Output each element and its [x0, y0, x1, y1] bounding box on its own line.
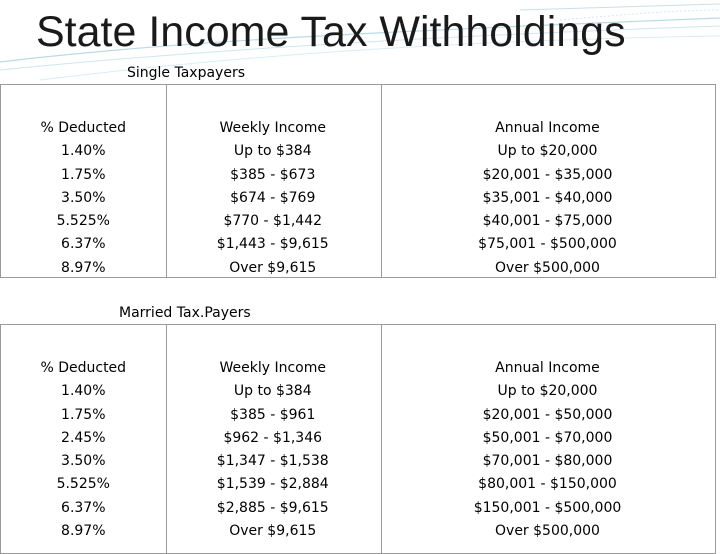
table-cell: Over $500,000 [495, 259, 600, 276]
table-cell: $2,885 - $9,615 [216, 499, 329, 516]
table-cell: 8.97% [61, 523, 106, 540]
single-taxpayers-table [0, 84, 716, 278]
column-header: Weekly Income [219, 360, 326, 376]
single-taxpayers-label: Single Taxpayers [127, 65, 246, 81]
table-cell: $1,539 - $2,884 [216, 476, 329, 493]
annual-income-column [380, 117, 715, 280]
weekly-income-column [166, 357, 380, 543]
table-cell: 1.75% [61, 166, 106, 183]
table-cell: 5.525% [56, 213, 110, 230]
table-cell: Over $9,615 [229, 523, 317, 540]
table-cell: 6.37% [61, 236, 106, 253]
table-cell: $80,001 - $150,000 [478, 476, 617, 493]
table-cell: Over $9,615 [229, 259, 317, 276]
column-header: Weekly Income [219, 120, 326, 136]
table-cell: Up to $20,000 [497, 143, 598, 160]
table-cell: $40,001 - $75,000 [482, 213, 613, 230]
table-cell: Up to $384 [233, 383, 312, 400]
page-title: State Income Tax Withholdings [36, 8, 626, 56]
table-cell: $20,001 - $50,000 [482, 406, 613, 423]
table-cell: 1.40% [61, 383, 106, 400]
table-cell: 1.75% [61, 406, 106, 423]
single-table-columns [1, 117, 715, 280]
table-cell: $1,443 - $9,615 [216, 236, 329, 253]
table-cell: Over $500,000 [495, 523, 600, 540]
table-cell: $962 - $1,346 [223, 429, 323, 446]
table-cell: 3.50% [61, 453, 106, 470]
table-cell: $385 - $673 [230, 166, 316, 183]
column-header: Annual Income [495, 120, 600, 136]
percent-deducted-column [1, 357, 166, 543]
married-taxpayers-table [0, 324, 716, 554]
table-cell: $770 - $1,442 [223, 213, 323, 230]
table-cell: $70,001 - $80,000 [482, 453, 613, 470]
table-cell: $50,001 - $70,000 [482, 429, 613, 446]
column-header: % Deducted [40, 120, 127, 136]
table-cell: $385 - $961 [230, 406, 316, 423]
table-cell: 8.97% [61, 259, 106, 276]
annual-income-column [380, 357, 715, 543]
weekly-income-column [166, 117, 380, 280]
table-cell: $150,001 - $500,000 [473, 499, 622, 516]
table-cell: $20,001 - $35,000 [482, 166, 613, 183]
table-cell: 6.37% [61, 499, 106, 516]
table-cell: Up to $20,000 [497, 383, 598, 400]
table-cell: $674 - $769 [230, 189, 316, 206]
table-cell: $75,001 - $500,000 [478, 236, 617, 253]
column-header: Annual Income [495, 360, 600, 376]
table-cell: $1,347 - $1,538 [216, 453, 329, 470]
table-cell: 3.50% [61, 189, 106, 206]
column-header: % Deducted [40, 360, 127, 376]
married-taxpayers-label: Married Tax.Payers [119, 305, 251, 321]
table-cell: $35,001 - $40,000 [482, 189, 613, 206]
table-cell: 1.40% [61, 143, 106, 160]
table-cell: 2.45% [61, 429, 106, 446]
married-table-columns [1, 357, 715, 543]
table-cell: 5.525% [56, 476, 110, 493]
table-cell: Up to $384 [233, 143, 312, 160]
percent-deducted-column [1, 117, 166, 280]
